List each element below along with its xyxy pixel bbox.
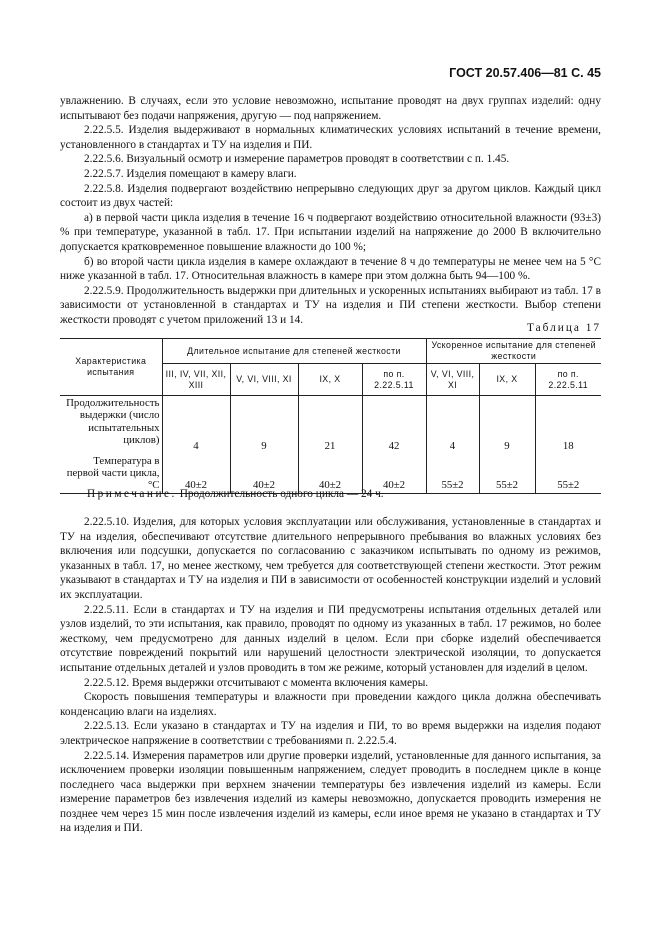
table-cell: 40±2 xyxy=(162,454,230,494)
table-cell: 9 xyxy=(230,396,298,454)
table-cell: 55±2 xyxy=(535,454,601,494)
table-cell: 21 xyxy=(298,396,362,454)
paragraph: 2.22.5.5. Изделия выдерживают в нормальных климатических условиях испытаний в течение времени, установленного в стандартах и ТУ на изделия и ПИ. xyxy=(60,124,601,151)
sub-header: V, VI, VIII, XI xyxy=(230,364,298,396)
sub-header: III, IV, VII, XII, XIII xyxy=(162,364,230,396)
table-cell: 40±2 xyxy=(362,454,426,494)
table-cell: 55±2 xyxy=(426,454,479,494)
paragraph: 2.22.5.12. Время выдержки отсчитывают с момента включения камеры. xyxy=(84,676,429,689)
sub-header: V, VI, VIII, XI xyxy=(426,364,479,396)
table-cell: 4 xyxy=(162,396,230,454)
table-caption: Таблица 17 xyxy=(527,322,601,334)
table-cell: 18 xyxy=(535,396,601,454)
paragraph: а) в первой части цикла изделия в течение 16 ч подвергают воздействию относительной влажности (93±3) % при температуре, указанной в табл. 17. При испытании изделий на напряжение до 2000 В включительно допускается кратковременное повышение влажности до 100 %; xyxy=(60,211,601,253)
table-cell: 42 xyxy=(362,396,426,454)
paragraph: 2.22.5.11. Если в стандартах и ТУ на изделия и ПИ предусмотрены испытания отдельных деталей или узлов изделий, то эти испытания, как правило, проводят по одному из указанных в табл. 17 режимов, но более жесткому, чем предусмотрено для данных изделий в целом. Если при сборке изделий обеспечивается отсутствие повреждений покрытий или нарушений целостности электрической изоляции, то допускается испытание отдельных деталей и узлов проводить в том же режиме, который установлен для изделий в целом. xyxy=(60,603,601,674)
note-text: Продолжительность одного цикла — 24 ч. xyxy=(179,488,384,500)
table-cell: 40±2 xyxy=(230,454,298,494)
table-cell: 55±2 xyxy=(479,454,535,494)
group-header-long: Длительное испытание для степеней жесткости xyxy=(162,339,426,364)
sub-header: IX, X xyxy=(298,364,362,396)
row-label: Температура в первой части цикла, °С xyxy=(60,454,162,494)
column-header-characteristic: Характеристика испытания xyxy=(60,339,162,396)
paragraph: 2.22.5.10. Изделия, для которых условия эксплуатации или обслуживания, установленные в стандартах и ТУ на изделия, обеспечивают отсутствие длительного непрерывного пребывания во влажных условиях без включения или подсушки, допускается по согласованию с заказчиком испытывать по одному из режимов, указанных в табл. 17, но менее жесткому, чем требуется для соответствующей степени жесткости. Этот режим указывают в стандартах и ТУ на изделия и ПИ в зависимости от особенностей конструкции изделий и условий их эксплуатации. xyxy=(60,516,601,601)
paragraph: 2.22.5.13. Если указано в стандартах и ТУ на изделия и ПИ, то во время выдержки на изделия подают электрическое напряжение в соответствии с требованиями п. 2.22.5.4. xyxy=(60,720,601,747)
paragraph: б) во второй части цикла изделия в камере охлаждают в течение 8 ч до температуры не менее чем на 5 °С ниже указанной в табл. 17. Относительная влажность в камере при этом должна быть 94—100 %. xyxy=(60,255,601,283)
table-note xyxy=(87,488,384,500)
sub-header: IX, X xyxy=(479,364,535,396)
paragraph: 2.22.5.14. Измерения параметров или другие проверки изделий, установленные для данного испытания, за исключением проверки изоляции повышенным напряжением, следует проводить в последнем цикле в конце последнего часа выдержки при верхнем значении температуры без извлечения изделий из камеры. Если измерение параметров без извлечения изделий из камеры невозможно, допускается проводить измерения не позднее чем через 15 мин после извлечения изделий из камеры, если иное время не указано в стандартах и ТУ на изделия и ПИ. xyxy=(60,749,601,835)
page-header: ГОСТ 20.57.406—81 С. 45 xyxy=(449,66,601,80)
table-cell: 9 xyxy=(479,396,535,454)
sub-header: по п. 2.22.5.11 xyxy=(535,364,601,396)
table-row xyxy=(60,396,601,454)
table-cell: 4 xyxy=(426,396,479,454)
note-label: Примечание. xyxy=(87,488,177,500)
group-header-fast: Ускоренное испытание для степеней жесткости xyxy=(426,339,601,364)
paragraph: 2.22.5.7. Изделия помещают в камеру влаги. xyxy=(84,167,297,180)
paragraph: увлажнению. В случаях, если это условие невозможно, испытание проводят на двух группах изделий: одну испытывают без подачи напряжения, другую — под напряжением. xyxy=(60,95,601,122)
paragraph: 2.22.5.6. Визуальный осмотр и измерение параметров проводят в соответствии с п. 1.45. xyxy=(84,153,510,166)
table-cell: 40±2 xyxy=(298,454,362,494)
sub-header: по п. 2.22.5.11 xyxy=(362,364,426,396)
paragraph: 2.22.5.9. Продолжительность выдержки при длительных и ускоренных испытаниях выбирают из табл. 17 в зависимости от установленной в стандартах и ТУ на изделия и ПИ степени жесткости. Выбор степени жесткости проводят с учетом приложений 13 и 14. xyxy=(60,284,601,326)
paragraph: Скорость повышения температуры и влажности при проведении каждого цикла должна обеспечивать конденсацию влаги на изделиях. xyxy=(60,691,601,718)
top-text-block xyxy=(60,94,601,328)
bottom-text-block xyxy=(60,515,601,836)
row-label: Продолжительность выдержки (число испытательных циклов) xyxy=(60,396,162,454)
paragraph: 2.22.5.8. Изделия подвергают воздействию непрерывно следующих друг за другом циклов. Каждый цикл состоит из двух частей: xyxy=(60,182,601,210)
table-17 xyxy=(60,338,601,494)
